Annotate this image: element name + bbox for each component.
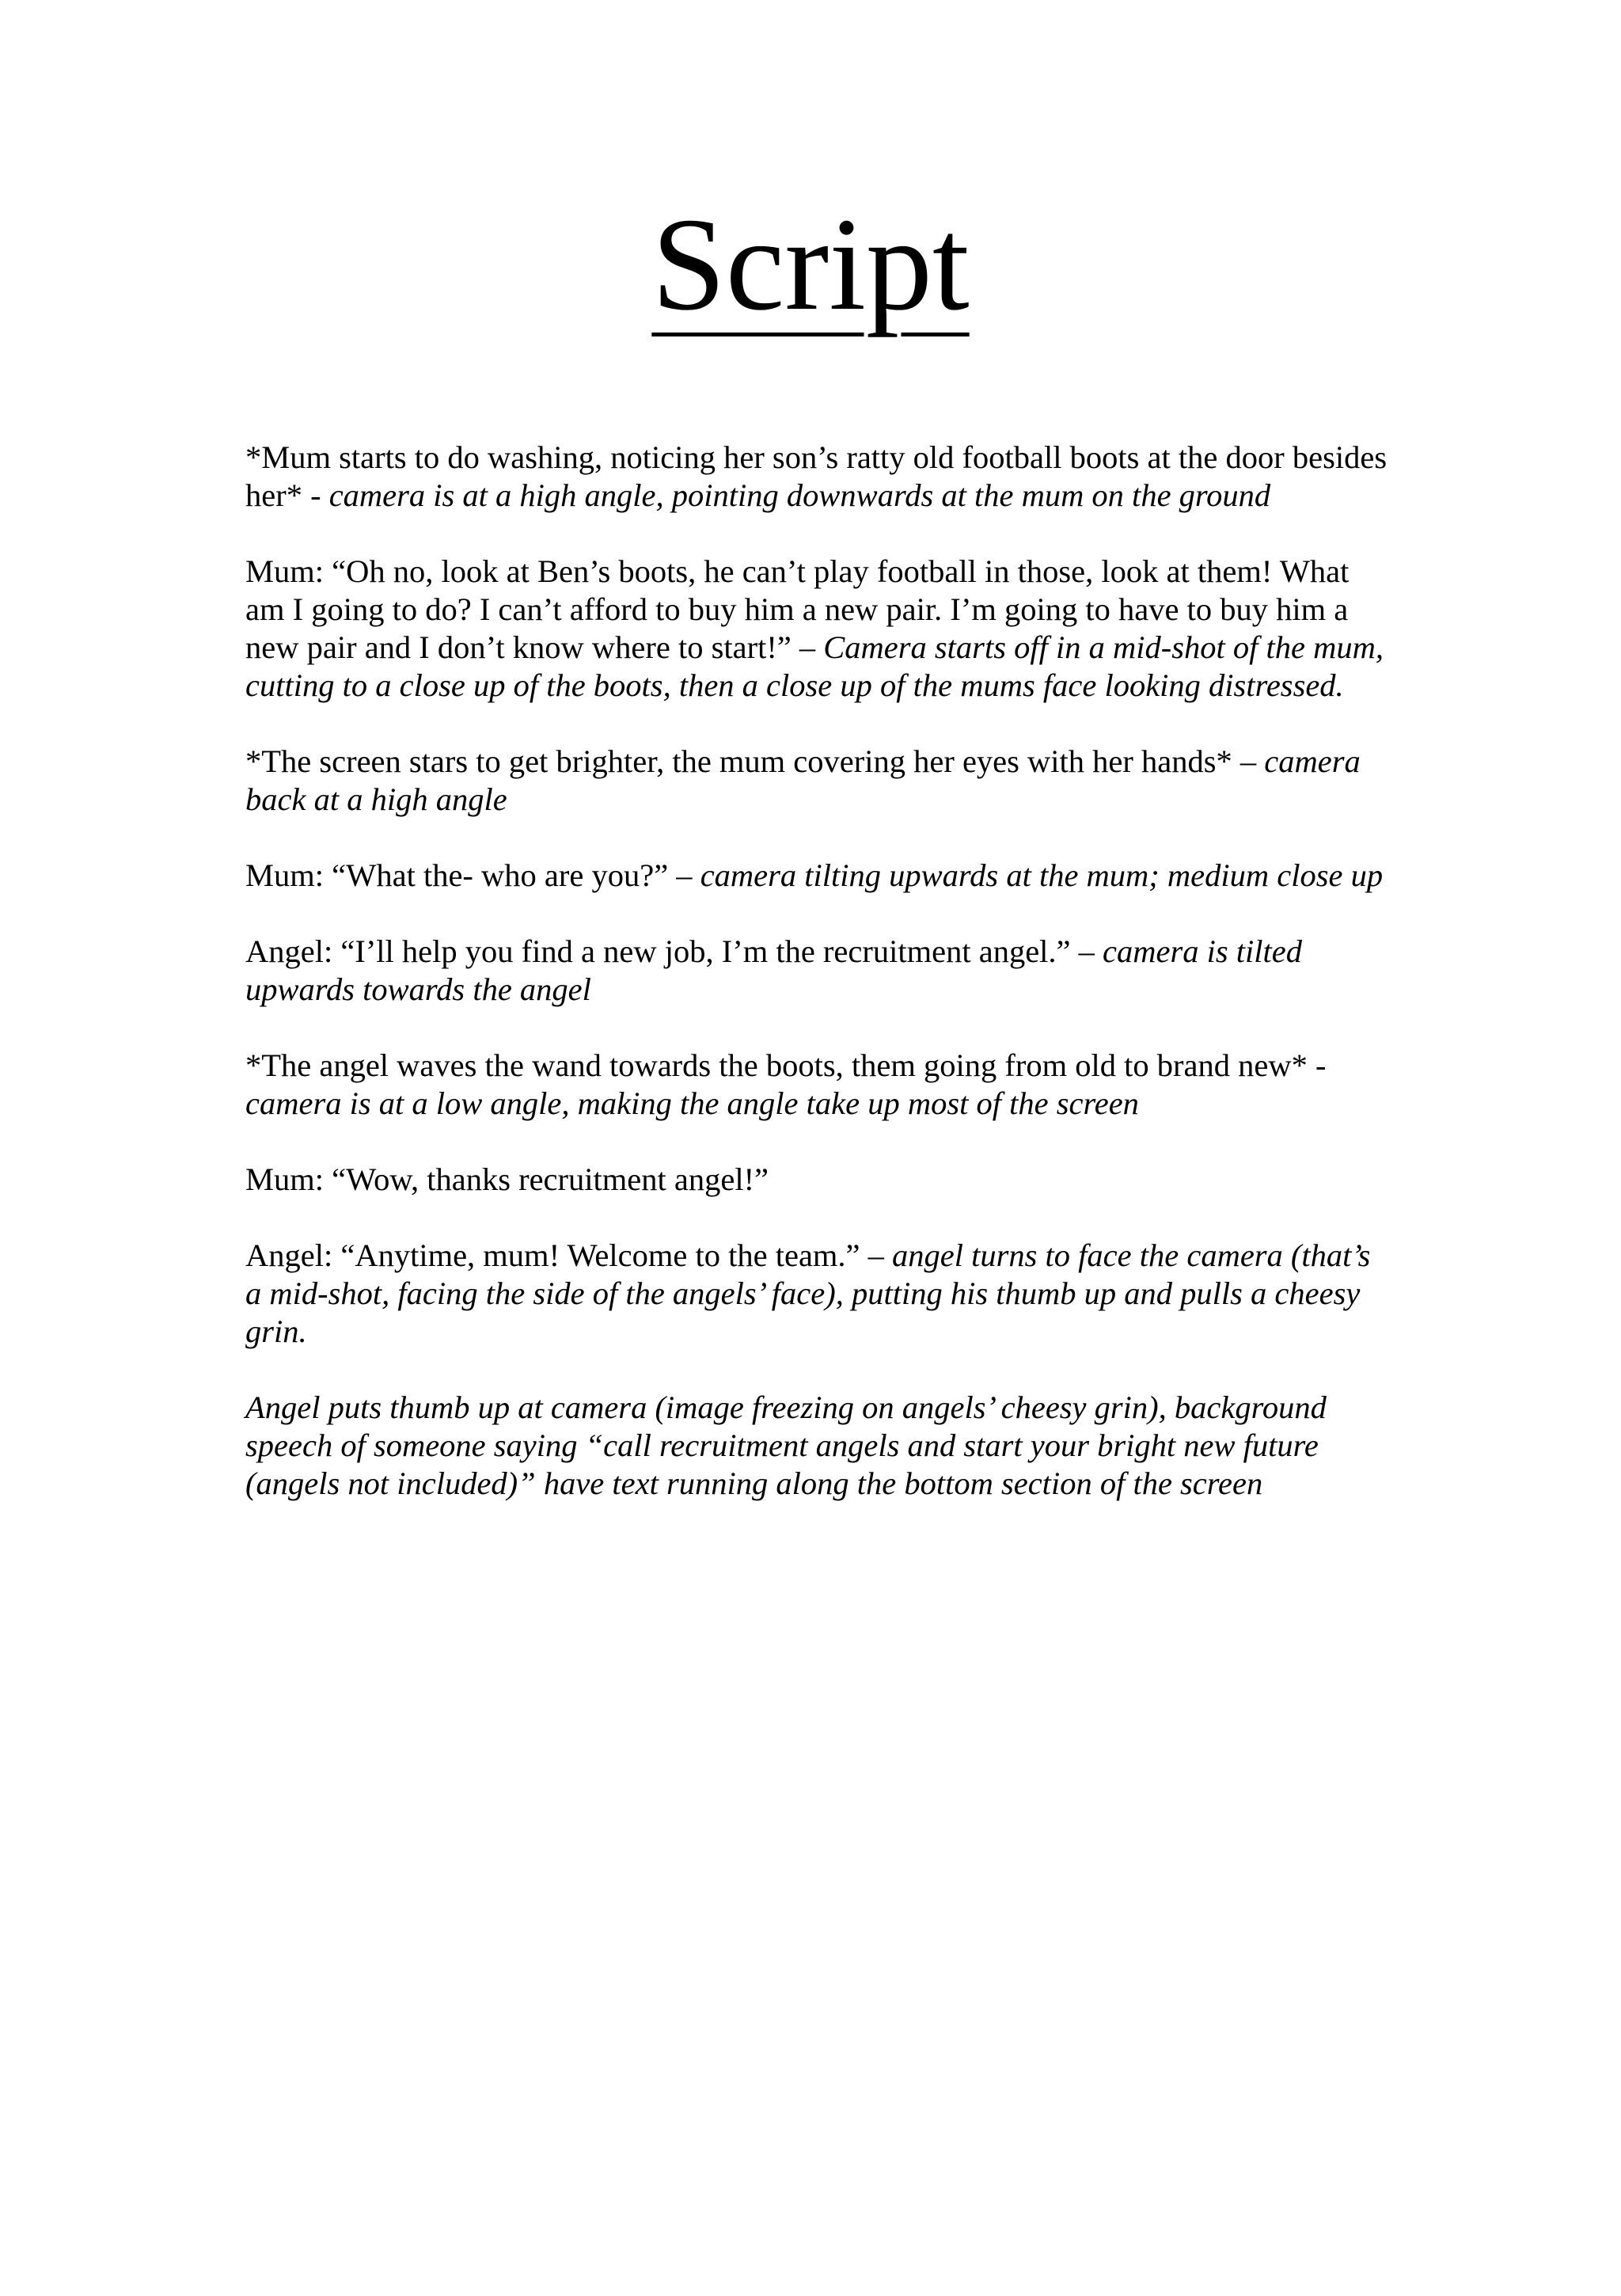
script-paragraph-2: [245, 553, 1393, 705]
page-title: Script: [651, 191, 970, 338]
dialogue-text: Mum: “Oh no, look at Ben’s boots, he can’t play football in those, look at them! What am I going to do? I can’t afford to buy him a new pair. I’m going to have to buy him a new pair and I don’t know where to start!” –: [245, 553, 1350, 665]
action-text: *The angel waves the wand towards the boots, them going from old to brand new* -: [245, 1047, 1327, 1083]
camera-direction: Angel puts thumb up at camera (image freezing on angels’ cheesy grin), background speech of someone saying “call recruitment angels and start your bright new future (angels not included)” have text running along the bottom section of the screen: [245, 1389, 1327, 1501]
action-text: *Mum starts to do washing, noticing her son’s ratty old football boots at the door besides her* -: [245, 439, 1388, 513]
script-paragraph-9: [245, 1389, 1393, 1503]
camera-direction: camera back at a high angle: [245, 743, 1361, 817]
script-paragraph-3: [245, 743, 1393, 819]
script-paragraph-8: [245, 1237, 1393, 1351]
camera-direction: camera is at a low angle, making the angle take up most of the screen: [245, 1085, 1139, 1121]
dialogue-text: Angel: “I’ll help you find a new job, I’m the recruitment angel.” –: [245, 933, 1103, 969]
camera-direction: camera is at a high angle, pointing downwards at the mum on the ground: [328, 477, 1271, 513]
camera-direction: camera is tilted upwards towards the angel: [245, 933, 1302, 1007]
script-paragraph-4: [245, 857, 1393, 895]
dialogue-text: Angel: “Anytime, mum! Welcome to the team.” –: [245, 1237, 893, 1273]
script-paragraph-6: [245, 1047, 1393, 1123]
dialogue-text: Mum: “Wow, thanks recruitment angel!”: [245, 1161, 769, 1197]
camera-direction: angel turns to face the camera (that’s a mid-shot, facing the side of the angels’ face), putting his thumb up and pulls a cheesy grin.: [245, 1237, 1371, 1349]
camera-direction: Camera starts off in a mid-shot of the mum, cutting to a close up of the boots, then a close up of the mums face looking distressed.: [245, 629, 1384, 703]
camera-direction: camera tilting upwards at the mum; medium close up: [700, 857, 1384, 893]
script-paragraph-5: [245, 933, 1393, 1009]
script-paragraph-1: [245, 439, 1393, 515]
dialogue-text: Mum: “What the- who are you?” –: [245, 857, 700, 893]
script-body: [245, 439, 1393, 1541]
action-text: *The screen stars to get brighter, the mum covering her eyes with her hands* –: [245, 743, 1265, 779]
script-paragraph-7: [245, 1161, 1393, 1199]
